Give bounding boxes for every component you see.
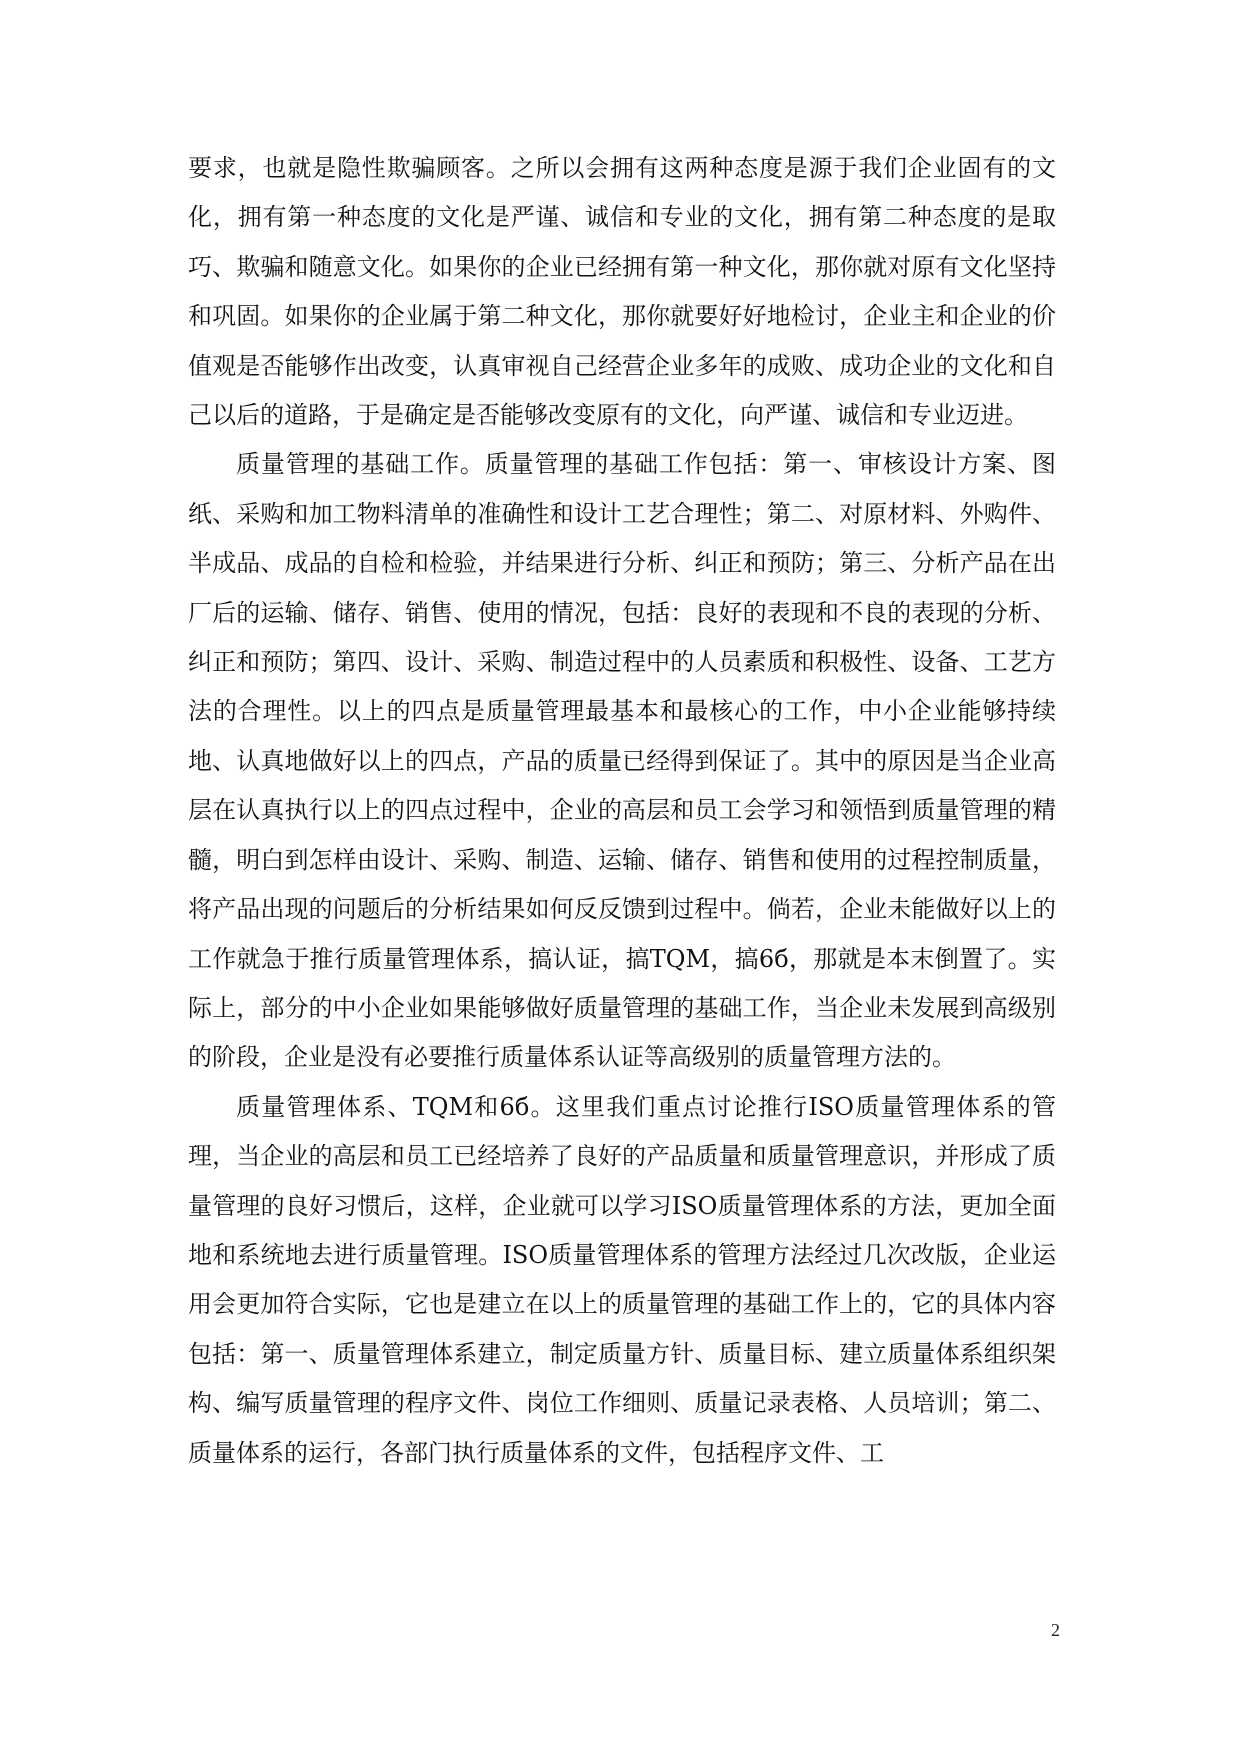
document-body (188, 144, 1056, 1478)
paragraph-culture: 要求，也就是隐性欺骗顾客。之所以会拥有这两种态度是源于我们企业固有的文化，拥有第一种态度的文化是严谨、诚信和专业的文化，拥有第二种态度的是取巧、欺骗和随意文化。如果你的企业已经拥有第一种文化，那你就对原有文化坚持和巩固。如果你的企业属于第二种文化，那你就要好好地检讨，企业主和企业的价值观是否能够作出改变，认真审视自己经营企业多年的成败、成功企业的文化和自己以后的道路，于是确定是否能够改变原有的文化，向严谨、诚信和专业迈进。 (188, 154, 1056, 430)
page-number: 2 (1051, 1620, 1060, 1640)
paragraph-quality-system: 质量管理体系、TQM和6б。这里我们重点讨论推行ISO质量管理体系的管理，当企业的高层和员工已经培养了良好的产品质量和质量管理意识，并形成了质量管理的良好习惯后，这样，企业就可以学习ISO质量管理体系的方法，更加全面地和系统地去进行质量管理。ISO质量管理体系的管理方法经过几次改版，企业运用会更加符合实际，它也是建立在以上的质量管理的基础工作上的，它的具体内容包括：第一、质量管理体系建立，制定质量方针、质量目标、建立质量体系组织架构、编写质量管理的程序文件、岗位工作细则、质量记录表格、人员培训；第二、质量体系的运行，各部门执行质量体系的文件，包括程序文件、工 (188, 1092, 1056, 1467)
paragraph-quality-basics: 质量管理的基础工作。质量管理的基础工作包括：第一、审核设计方案、图纸、采购和加工物料清单的准确性和设计工艺合理性；第二、对原材料、外购件、半成品、成品的自检和检验，并结果进行分析、纠正和预防；第三、分析产品在出厂后的运输、储存、销售、使用的情况，包括：良好的表现和不良的表现的分析、纠正和预防；第四、设计、采购、制造过程中的人员素质和积极性、设备、工艺方法的合理性。以上的四点是质量管理最基本和最核心的工作，中小企业能够持续地、认真地做好以上的四点，产品的质量已经得到保证了。其中的原因是当企业高层在认真执行以上的四点过程中，企业的高层和员工会学习和领悟到质量管理的精髓，明白到怎样由设计、采购、制造、运输、储存、销售和使用的过程控制质量，将产品出现的问题后的分析结果如何反反馈到过程中。倘若，企业未能做好以上的工作就急于推行质量管理体系，搞认证，搞TQM，搞6б，那就是本末倒置了。实际上，部分的中小企业如果能够做好质量管理的基础工作，当企业未发展到高级别的阶段，企业是没有必要推行质量体系认证等高级别的质量管理方法的。 (188, 450, 1056, 1072)
